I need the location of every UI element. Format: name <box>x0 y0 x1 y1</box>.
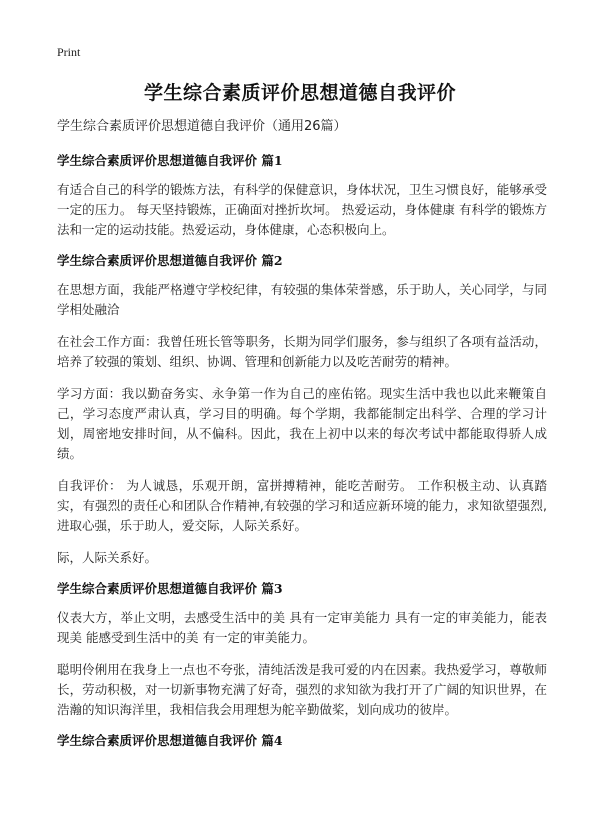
paragraph: 仪表大方，举止文明，去感受生活中的美 具有一定审美能力 具有一定的审美能力，能表现美 能感受到生活中的美 有一定的审美能力。 <box>57 610 547 645</box>
section-2 <box>57 252 547 568</box>
paragraph: 聪明伶俐用在我身上一点也不夸张，清纯活泼是我可爱的内在因素。我热爱学习，尊敬师长，劳动积极，对一切新事物充满了好奇，强烈的求知欲为我打开了广阔的知识世界，在浩瀚的知识海洋里，我相信我会用理想为舵辛勤做桨，划向成功的彼岸。 <box>57 662 547 717</box>
paragraph: 际，人际关系好。 <box>57 550 158 565</box>
section-1 <box>57 152 547 240</box>
section-heading: 学生综合素质评价思想道德自我评价 篇2 <box>57 253 283 268</box>
section-3 <box>57 580 547 720</box>
section-heading: 学生综合素质评价思想道德自我评价 篇3 <box>57 581 283 596</box>
section-4 <box>57 732 547 750</box>
paragraph: 在社会工作方面：我曾任班长管等职务，长期为同学们服务，参与组织了各项有益活动，培养了较强的策划、组织、协调、管理和创新能力以及吃苦耐劳的精神。 <box>57 334 547 369</box>
paragraph: 有适合自己的科学的锻炼方法，有科学的保健意识，身体状况，卫生习惯良好，能够承受一定的压力。 每天坚持锻炼，正确面对挫折坎坷。 热爱运动，身体健康 有科学的锻炼方法和一定的运动技能。热爱运动，身体健康，心态积极向上。 <box>57 182 548 237</box>
section-heading: 学生综合素质评价思想道德自我评价 篇1 <box>57 153 283 168</box>
document-body <box>57 118 547 760</box>
section-heading: 学生综合素质评价思想道德自我评价 篇4 <box>57 733 283 748</box>
page-title: 学生综合素质评价思想道德自我评价 <box>143 82 456 104</box>
paragraph: 学习方面：我以勤奋务实、永争第一作为自己的座佑铭。现实生活中我也以此来鞭策自己，学习态度严肃认真，学习目的明确。每个学期，我都能制定出科学、合理的学习计划，周密地安排时间，从不偏科。因此，我在上初中以来的每次考试中都能取得骄人成绩。 <box>57 386 547 461</box>
document-subtitle: 学生综合素质评价思想道德自我评价（通用26篇） <box>57 119 347 134</box>
paragraph: 自我评价： 为人诚恳，乐观开朗，富拼搏精神，能吃苦耐劳。 工作积极主动、认真踏实，有强烈的责任心和团队合作精神,有较强的学习和适应新环境的能力，求知欲望强烈, 进取心强，乐于助人，爱交际，人际关系好。 <box>57 478 547 533</box>
print-label: Print <box>57 45 81 59</box>
paragraph: 在思想方面，我能严格遵守学校纪律，有较强的集体荣誉感，乐于助人，关心同学，与同学相处融洽 <box>57 282 547 317</box>
